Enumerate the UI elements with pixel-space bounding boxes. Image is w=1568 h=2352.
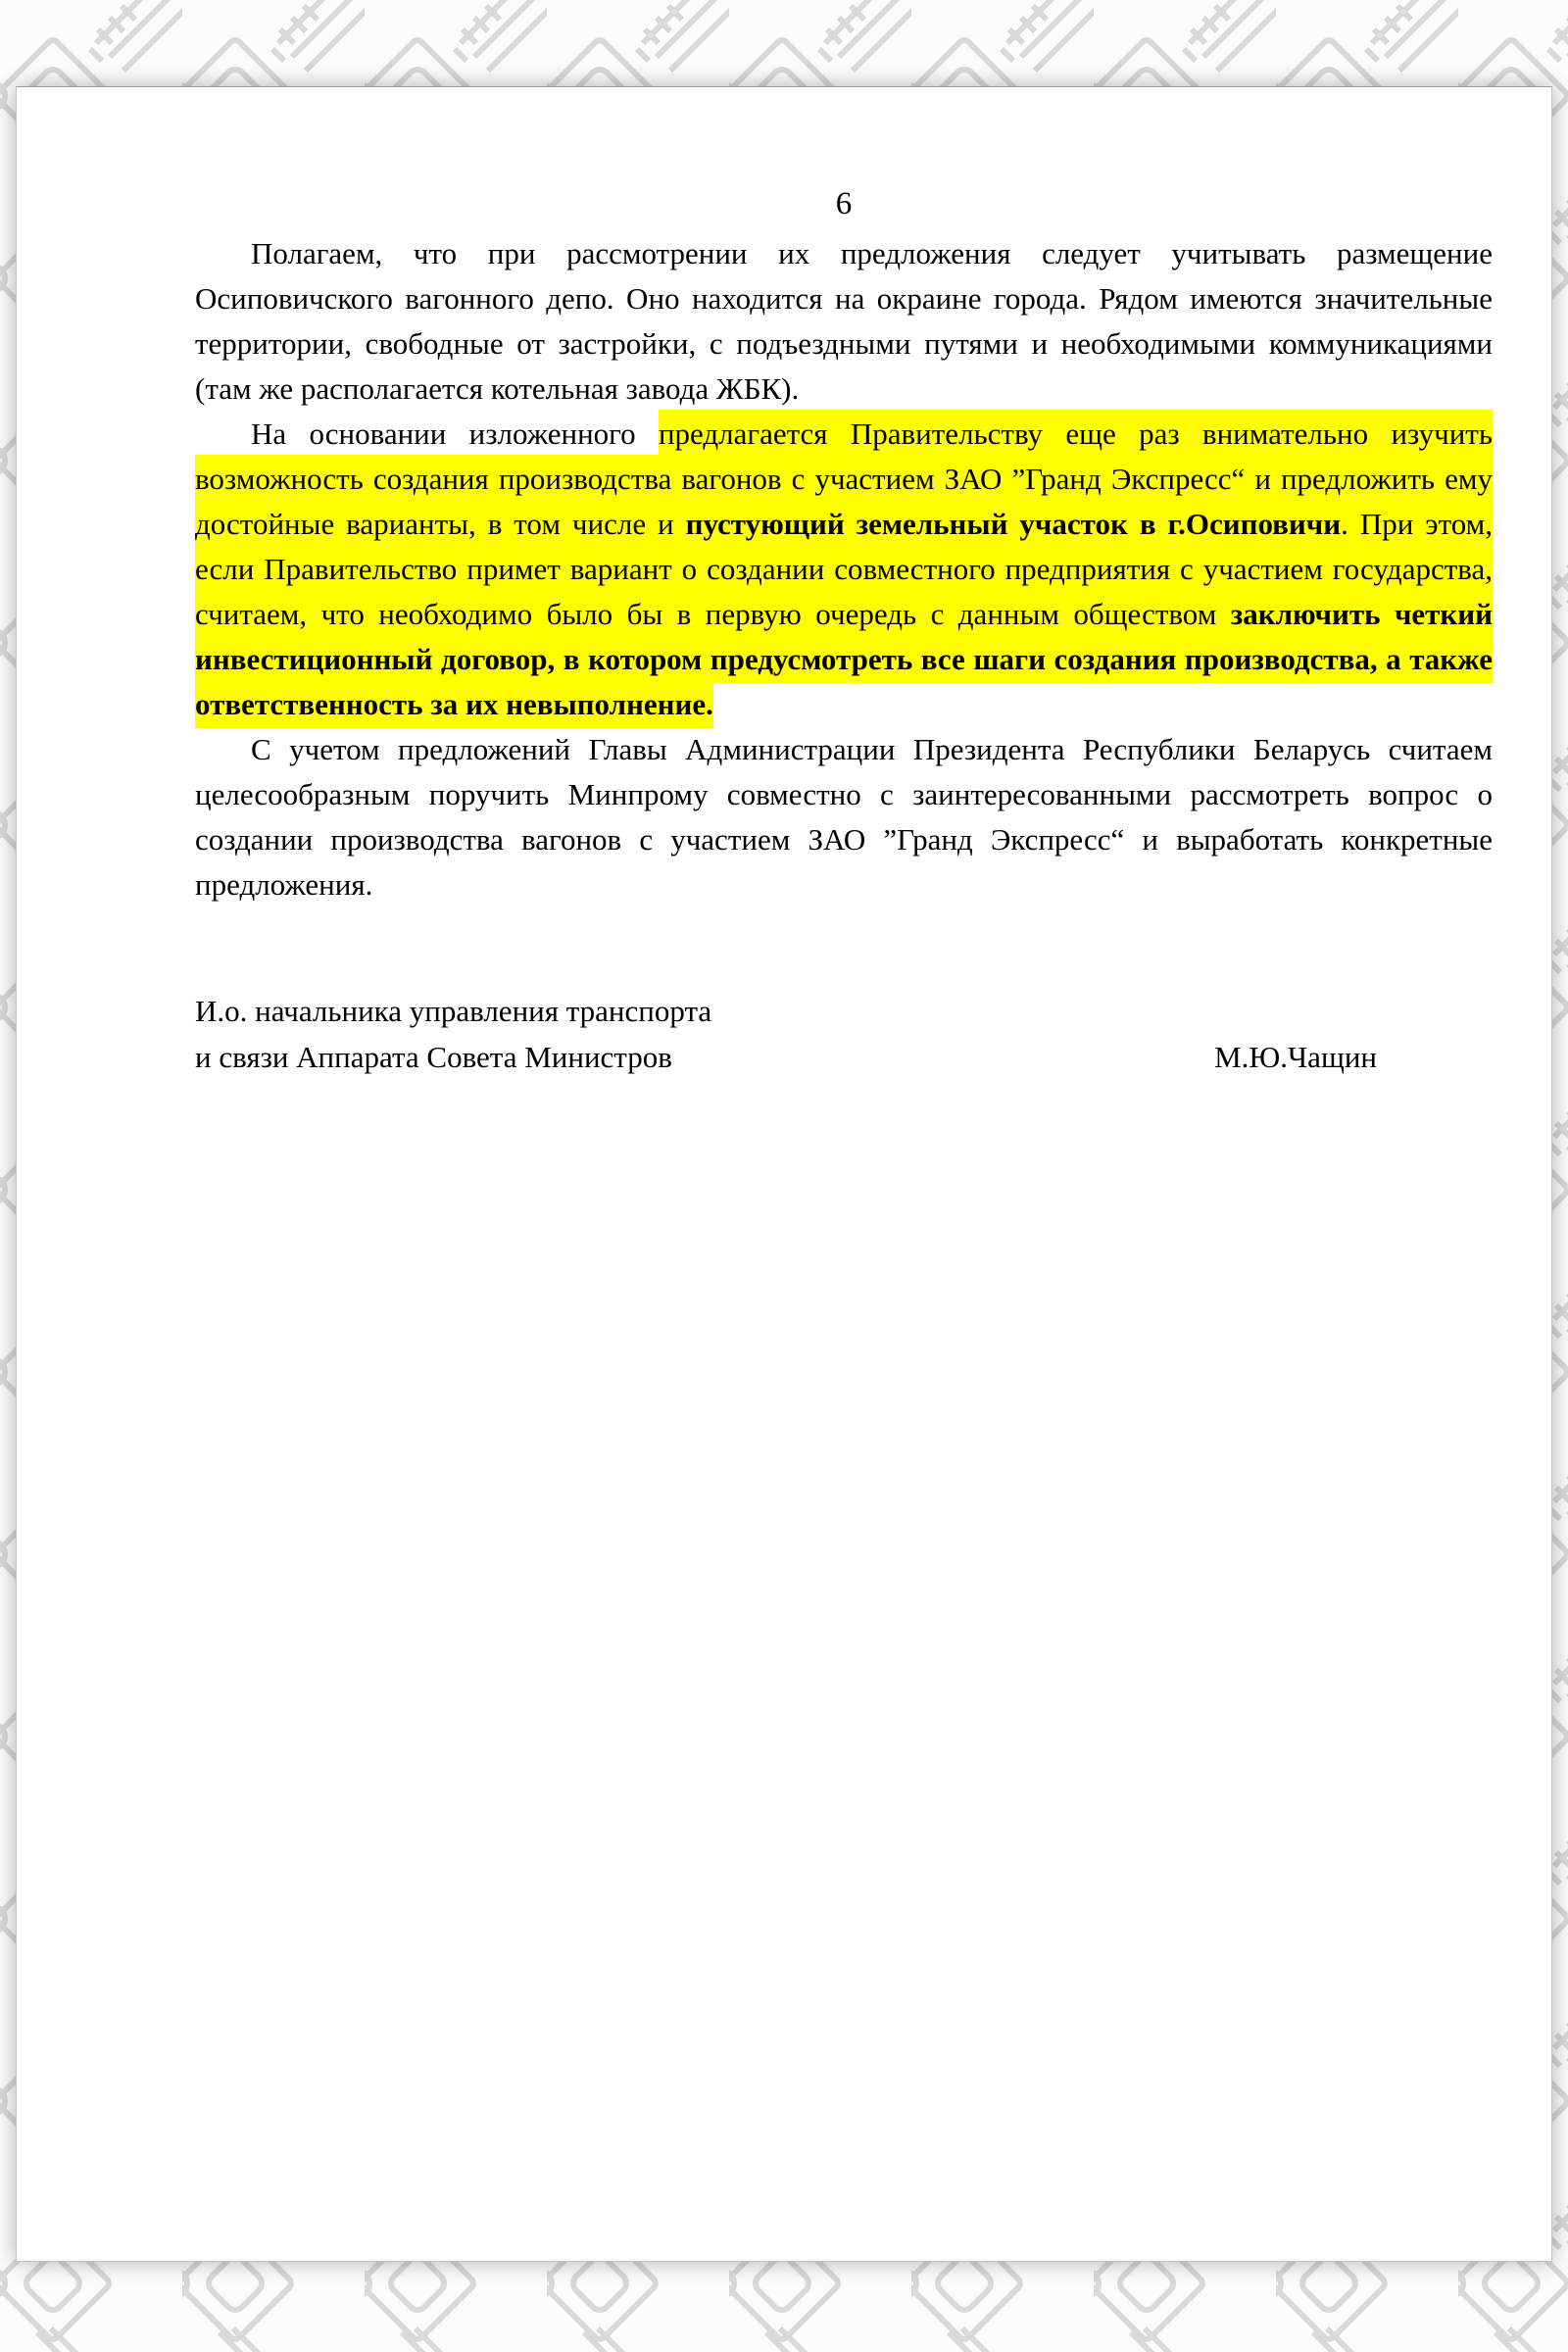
- signature-role-line2: и связи Аппарата Совета Министров: [195, 1040, 672, 1074]
- text-run: С учетом предложений Главы Администрации Президента Республики Беларусь считаем целесообразным поручить Минпрому совместно с заинтересованными рассмотреть вопрос о создании производства вагонов с участием ЗАО ”Гранд Экспресс“ и выработать конкретные предложения.: [195, 732, 1493, 902]
- page-number: 6: [835, 186, 853, 221]
- highlighted-text-run: пустующий земельный участок в г.Осиповичи: [686, 500, 1342, 548]
- document-page: [16, 86, 1552, 2262]
- highlighted-text-run: предлагается Правительству еще раз внимательно изучить возможность создания производства вагонов с участием ЗАО ”Гранд Экспресс“ и предложить ему достойные варианты, в том числе и: [195, 410, 1493, 548]
- signature-block: [195, 988, 1493, 1080]
- paragraph: [195, 727, 1493, 907]
- document-body: [195, 231, 1493, 907]
- signature-role: [195, 988, 711, 1080]
- signature-role-line1: И.о. начальника управления транспорта: [195, 994, 712, 1028]
- text-run: На основании изложенного: [251, 416, 659, 451]
- paragraph: [195, 412, 1493, 727]
- highlighted-text-run: . При этом, если Правительство примет вариант о создании совместного предприятия с участием государства, считаем, что необходимо было бы в первую очередь с данным обществом: [195, 500, 1493, 638]
- text-run: Полагаем, что при рассмотрении их предложения следует учитывать размещение Осиповичского вагонного депо. Оно находится на окраине города. Рядом имеются значительные территории, свободные от застройки, с подъездными путями и необходимыми коммуникациями (там же располагается котельная завода ЖБК).: [195, 236, 1493, 406]
- signature-name: М.Ю.Чащин: [1214, 1040, 1377, 1074]
- highlighted-text-run: заключить четкий инвестиционный договор, в котором предусмотреть все шаги создания производства, а также ответственность за их невыполнение.: [195, 590, 1493, 728]
- paragraph: [195, 231, 1493, 412]
